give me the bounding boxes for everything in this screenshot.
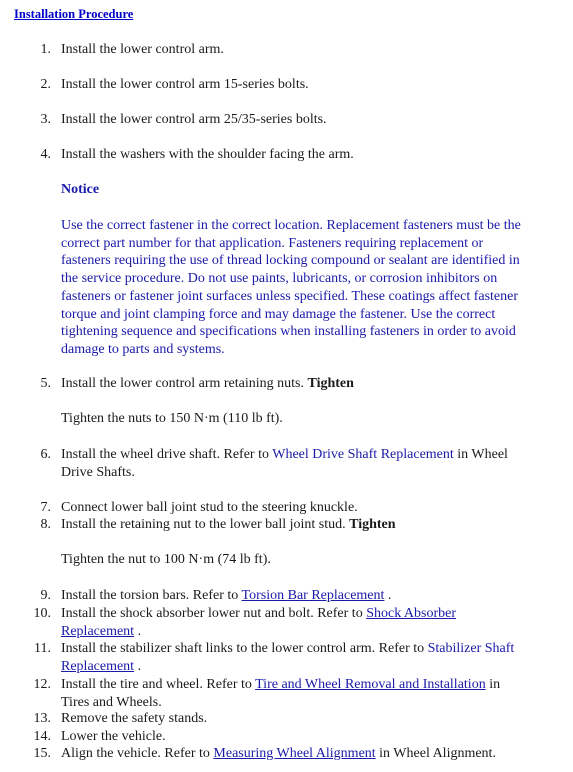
notice-line: the service procedure. Do not use paints, lubricants, or corrosion inhibitors on <box>61 271 498 287</box>
notice-line: torque and joint clamping force and may damage the fastener. Use the correct <box>61 306 496 322</box>
wheel-drive-shaft-link[interactable]: Wheel Drive Shaft Replacement <box>272 447 454 462</box>
shock-absorber-link[interactable]: Shock Absorber <box>366 606 457 621</box>
step-text: Install the tire and wheel. Refer to Tire and Wheel Removal and Installation in Tires and Wheels. <box>61 677 501 710</box>
notice-line: fasteners or fastener joint surfaces unless specified. These coatings affect fastener <box>61 288 519 304</box>
step-number: 2. <box>40 77 51 92</box>
step-text: Remove the safety stands. <box>61 711 208 726</box>
step-text: Install the lower control arm 15-series bolts. <box>61 77 309 92</box>
step-number: 11. <box>34 641 51 656</box>
shock-absorber-link-cont[interactable]: Replacement <box>61 623 135 639</box>
step-text: Install the stabilizer shaft links to the lower control arm. Refer to Stabilizer Shaft Replacement . <box>61 641 515 674</box>
stabilizer-shaft-link[interactable]: Stabilizer Shaft <box>427 641 515 656</box>
tire-wheel-link[interactable]: Tire and Wheel Removal and Installation <box>255 677 486 692</box>
notice-heading: Notice <box>61 182 100 197</box>
torsion-bar-link[interactable]: Torsion Bar Replacement <box>241 588 385 603</box>
step-number: 15. <box>33 746 51 761</box>
wheel-alignment-link[interactable]: Measuring Wheel Alignment <box>213 746 376 761</box>
step-number: 5. <box>40 376 51 391</box>
notice-line: fasteners requiring the use of thread locking compound or sealant are identified in <box>61 253 520 269</box>
step-text: Connect lower ball joint stud to the steering knuckle. <box>61 500 358 515</box>
step-number: 6. <box>40 447 51 462</box>
step-number: 10. <box>33 606 51 621</box>
step-number: 12. <box>33 677 51 692</box>
step-text: Install the lower control arm 25/35-series bolts. <box>61 112 327 127</box>
step-text: Install the wheel drive shaft. Refer to Wheel Drive Shaft Replacement in Wheel Drive Shafts. <box>61 447 508 480</box>
step-number: 1. <box>40 42 51 57</box>
step-number: 9. <box>40 588 51 603</box>
notice-line: Use the correct fastener in the correct location. Replacement fasteners must be the <box>61 218 521 233</box>
step-number: 4. <box>40 147 51 162</box>
step-text: Install the retaining nut to the lower ball joint stud. Tighten <box>61 517 396 532</box>
step-text: Install the washers with the shoulder facing the arm. <box>61 147 354 162</box>
notice-body <box>61 217 565 359</box>
notice-line: damage to parts and systems. <box>61 341 225 357</box>
step-text: Install the lower control arm retaining nuts. Tighten <box>61 376 354 391</box>
notice-line: correct part number for that application. Fasteners requiring replacement or <box>61 235 484 251</box>
step-number: 13. <box>33 711 51 726</box>
tighten-label: Tighten <box>307 376 354 391</box>
torque-spec: Tighten the nuts to 150 N·m (110 lb ft). <box>61 411 283 426</box>
step-text: Lower the vehicle. <box>61 729 166 744</box>
tighten-label: Tighten <box>349 517 396 532</box>
notice-line: tightening sequence and specifications when installing fasteners in order to avoid <box>61 324 516 340</box>
step-number: 14. <box>33 729 51 744</box>
step-number: 3. <box>40 112 51 127</box>
page-title-link[interactable]: Installation Procedure <box>14 7 134 21</box>
step-text: Install the torsion bars. Refer to Torsion Bar Replacement . <box>61 588 392 603</box>
step-number: 7. <box>40 500 51 515</box>
step-text: Install the lower control arm. <box>61 42 224 57</box>
step-text: Install the shock absorber lower nut and bolt. Refer to Shock Absorber Replacement . <box>61 606 457 639</box>
step-text: Align the vehicle. Refer to Measuring Wheel Alignment in Wheel Alignment. <box>61 746 496 761</box>
stabilizer-shaft-link-cont[interactable]: Replacement <box>61 658 135 674</box>
torque-spec: Tighten the nut to 100 N·m (74 lb ft). <box>61 552 271 567</box>
step-number: 8. <box>40 517 51 532</box>
